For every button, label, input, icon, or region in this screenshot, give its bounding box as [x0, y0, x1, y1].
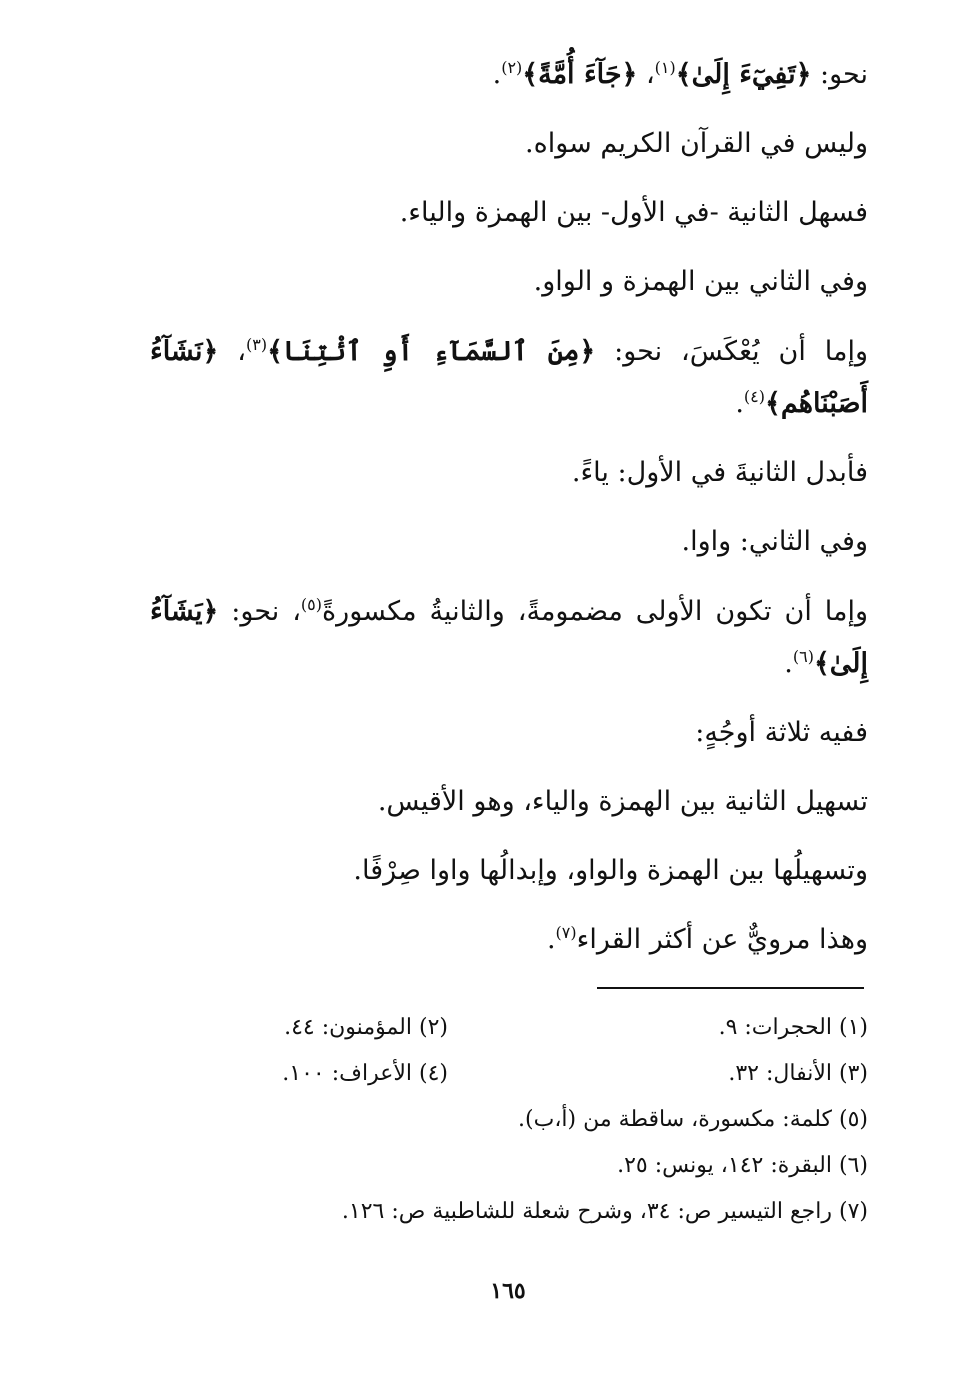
footnote-row — [150, 1051, 868, 1097]
footnote-ref: (٧) — [555, 923, 577, 942]
footnotes — [150, 1005, 868, 1235]
text-run: وإما أن تكون الأولى مضمومةً، والثانيةُ مكسورةً — [322, 596, 868, 627]
text-run: . — [735, 388, 744, 419]
quran-quote: ﴿جَآءَ أُمَّةً﴾ — [522, 59, 638, 90]
text-run: وليس في القرآن الكريم سواه. — [524, 128, 868, 159]
paragraph — [150, 576, 868, 698]
text-run: وهذا مرويٌّ عن أكثر القراء — [576, 924, 868, 955]
paragraph — [150, 316, 868, 438]
text-run: ، — [218, 336, 246, 367]
footnote: (٢) المؤمنون: ٤٤. — [284, 1015, 448, 1040]
text-run: . — [546, 924, 556, 955]
text-run: ، — [637, 59, 655, 90]
footnote: (٥) كلمة: مكسورة، ساقطة من (أ،ب). — [518, 1107, 868, 1132]
footnote: (٤) الأعراف: ١٠٠. — [282, 1061, 448, 1086]
text-run: فسهل الثانية -في الأول- بين الهمزة والياء. — [399, 197, 868, 228]
footnote-ref: (٥) — [300, 595, 323, 614]
paragraph — [150, 438, 868, 507]
footnote-ref: (٢) — [501, 58, 523, 77]
text-run: ، نحو: — [218, 596, 301, 627]
paragraph — [150, 905, 868, 974]
footnote: (٣) الأنفال: ٣٢. — [728, 1061, 868, 1086]
text-run: ففيه ثلاثة أوجُهٍ: — [695, 717, 868, 748]
footnote-row — [150, 1097, 868, 1143]
text-run: . — [784, 648, 793, 679]
paragraph — [150, 109, 868, 178]
quran-quote: ﴿مِنَ ٱلسَّمَآءِ أَوِ ٱئْتِنَا﴾ — [267, 336, 596, 367]
text-run: تسهيل الثانية بين الهمزة والياء، وهو الأقيس. — [377, 786, 868, 817]
footnote-row — [150, 1005, 868, 1051]
text-run: نحو: — [811, 59, 868, 90]
footnote: (٧) راجع التيسير ص: ٣٤، وشرح شعلة للشاطبية ص: ١٢٦. — [341, 1199, 868, 1224]
paragraph — [150, 836, 868, 905]
text-run: . — [492, 59, 502, 90]
paragraph — [150, 247, 868, 316]
text-run: وتسهيلُها بين الهمزة والواو، وإبدالُها واوا صِرْفًا. — [353, 855, 868, 886]
footnote-ref: (١) — [654, 58, 676, 77]
footnote-row — [150, 1189, 868, 1235]
footnote-separator — [597, 987, 864, 989]
quran-quote: ﴿يَشَآءُ إِلَىٰ﴾ — [150, 596, 868, 679]
text-run: وفي الثاني بين الهمزة و الواو. — [533, 266, 868, 297]
paragraph — [150, 178, 868, 247]
paragraph — [150, 507, 868, 576]
footnote-ref: (٦) — [792, 647, 814, 666]
footnote-ref: (٣) — [245, 335, 268, 354]
paragraph — [150, 767, 868, 836]
footnote: (١) الحجرات: ٩. — [718, 1015, 868, 1040]
quran-quote: ﴿تَفِيٓءَ إِلَىٰ﴾ — [675, 59, 812, 90]
page-number: ١٦٥ — [490, 1278, 526, 1304]
main-text — [150, 40, 868, 974]
footnote-row — [150, 1143, 868, 1189]
paragraph — [150, 698, 868, 767]
footnote: (٦) البقرة: ١٤٢، يونس: ٢٥. — [617, 1153, 868, 1178]
text-run: فأبدل الثانيةَ في الأول: ياءً. — [571, 457, 868, 488]
text-run: وإما أن يُعْكَسَ، نحو: — [595, 336, 869, 367]
quran-quote: ﴿نَشَآءُ أَصَبْنَاهُم﴾ — [150, 336, 868, 419]
paragraph — [150, 40, 868, 109]
footnote-ref: (٤) — [743, 387, 766, 406]
text-run: وفي الثاني: واوا. — [681, 526, 868, 557]
